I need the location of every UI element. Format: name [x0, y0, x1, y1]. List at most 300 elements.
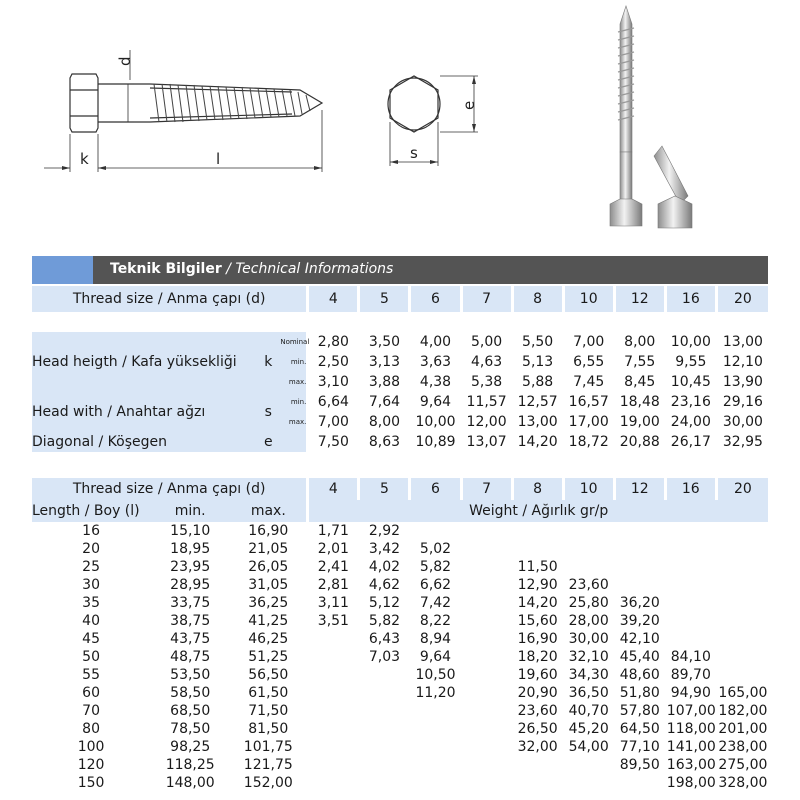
section-title-en: / Technical Informations	[221, 261, 394, 277]
value-cell: 3,13	[357, 352, 408, 372]
weight-cell: 4,62	[357, 576, 408, 594]
dim-s-label: s	[410, 144, 418, 162]
weight-cell	[562, 756, 613, 774]
weight-cell: 15,60	[511, 612, 562, 630]
value-cell: 2,80	[306, 332, 357, 352]
diagonal-symbol: e	[256, 432, 280, 452]
weight-cell	[306, 738, 357, 756]
weight-cell	[306, 756, 357, 774]
length-column-header: Length / Boy (l)	[32, 500, 150, 522]
size-header: 12	[613, 286, 664, 312]
weight-cell	[511, 756, 562, 774]
table-row	[32, 720, 768, 738]
weight-cell	[460, 612, 511, 630]
weight-cell	[306, 720, 357, 738]
value-cell: 3,50	[357, 332, 408, 352]
size-header: 20	[715, 286, 768, 312]
size-header: 4	[306, 478, 357, 500]
value-cell: 18,72	[562, 432, 613, 452]
weight-cell	[613, 774, 664, 792]
weight-cell: 238,00	[715, 738, 768, 756]
hex-head-top-view-drawing	[378, 62, 488, 177]
thread-size-label: Thread size / Anma çapı (d)	[32, 478, 306, 500]
weight-cell	[460, 576, 511, 594]
value-cell: 24,00	[664, 412, 715, 432]
weight-cell: 1,71	[306, 522, 357, 540]
weight-cell: 40,70	[562, 702, 613, 720]
value-cell: 29,16	[715, 392, 768, 412]
min-cell: 23,95	[170, 559, 211, 575]
weight-cell	[408, 702, 459, 720]
weight-cell	[357, 720, 408, 738]
weight-cell	[306, 630, 357, 648]
value-cell: 12,10	[715, 352, 768, 372]
max-cell: 81,50	[248, 721, 289, 737]
table-row	[32, 558, 768, 576]
table-row	[32, 756, 768, 774]
length-cell: 16	[82, 523, 100, 539]
table-row	[32, 612, 768, 630]
max-cell: 36,25	[248, 595, 289, 611]
weight-cell: 107,00	[664, 702, 715, 720]
weight-cell: 201,00	[715, 720, 768, 738]
weight-cell: 42,10	[613, 630, 664, 648]
weight-cell	[408, 522, 459, 540]
weight-cell: 8,94	[408, 630, 459, 648]
section-title-tr: Teknik Bilgiler	[110, 261, 222, 277]
size-header: 6	[408, 478, 459, 500]
weight-cell: 12,90	[511, 576, 562, 594]
weight-cell: 3,42	[357, 540, 408, 558]
value-cell: 9,55	[664, 352, 715, 372]
max-cell: 56,50	[248, 667, 289, 683]
table-row	[32, 540, 768, 558]
min-cell: 78,50	[170, 721, 211, 737]
weight-cell	[664, 630, 715, 648]
weight-cell	[460, 774, 511, 792]
value-cell: 20,88	[613, 432, 664, 452]
weight-cell: 26,50	[511, 720, 562, 738]
weight-cell	[460, 702, 511, 720]
value-cell: 10,89	[408, 432, 459, 452]
thread-size-label: Thread size / Anma çapı (d)	[32, 286, 306, 312]
length-cell: 70	[82, 703, 100, 719]
weight-cell: 39,20	[613, 612, 664, 630]
weight-cell	[460, 756, 511, 774]
length-cell: 150	[77, 775, 105, 791]
technical-spec-table	[32, 286, 768, 452]
weight-cell: 25,80	[562, 594, 613, 612]
diagonal-row	[32, 432, 768, 452]
row-tag: Nominal	[280, 332, 306, 352]
weight-cell	[408, 720, 459, 738]
weight-cell	[460, 738, 511, 756]
weight-cell: 48,60	[613, 666, 664, 684]
value-cell: 13,07	[460, 432, 511, 452]
length-cell: 20	[82, 541, 100, 557]
size-header: 8	[511, 478, 562, 500]
weight-cell	[408, 774, 459, 792]
weight-cell: 5,82	[408, 558, 459, 576]
weight-cell	[357, 738, 408, 756]
weight-cell: 77,10	[613, 738, 664, 756]
weight-cell: 6,43	[357, 630, 408, 648]
weight-cell: 2,41	[306, 558, 357, 576]
length-cell: 100	[77, 739, 105, 755]
min-cell: 48,75	[170, 649, 211, 665]
value-cell: 8,63	[357, 432, 408, 452]
weight-cell: 28,00	[562, 612, 613, 630]
value-cell: 26,17	[664, 432, 715, 452]
weight-cell: 45,40	[613, 648, 664, 666]
size-header: 10	[562, 478, 613, 500]
weight-cell	[460, 594, 511, 612]
max-cell: 46,25	[248, 631, 289, 647]
weight-cell: 36,50	[562, 684, 613, 702]
weight-cell: 2,01	[306, 540, 357, 558]
weight-cell: 51,80	[613, 684, 664, 702]
weight-cell	[408, 738, 459, 756]
weight-cell	[460, 684, 511, 702]
row-tag: min.	[280, 392, 306, 412]
value-cell: 5,88	[511, 372, 562, 392]
weight-cell: 10,50	[408, 666, 459, 684]
max-cell: 31,05	[248, 577, 289, 593]
weight-cell	[460, 558, 511, 576]
min-cell: 28,95	[170, 577, 211, 593]
weight-cell	[357, 702, 408, 720]
weight-cell: 165,00	[715, 684, 768, 702]
weight-cell	[715, 666, 768, 684]
max-cell: 26,05	[248, 559, 289, 575]
min-cell: 58,50	[170, 685, 211, 701]
max-cell: 21,05	[248, 541, 289, 557]
weight-cell: 163,00	[664, 756, 715, 774]
weight-cell: 20,90	[511, 684, 562, 702]
size-header: 16	[664, 478, 715, 500]
weight-cell: 8,22	[408, 612, 459, 630]
value-cell: 10,00	[408, 412, 459, 432]
weight-cell: 7,03	[357, 648, 408, 666]
value-cell: 11,57	[460, 392, 511, 412]
header-accent-block	[32, 256, 93, 284]
dim-d-label: d	[116, 56, 134, 66]
value-cell: 8,00	[357, 412, 408, 432]
length-cell: 60	[82, 685, 100, 701]
weight-cell	[408, 756, 459, 774]
head-width-symbol: s	[256, 392, 280, 432]
weight-cell	[664, 522, 715, 540]
value-cell: 4,38	[408, 372, 459, 392]
weight-cell: 23,60	[562, 576, 613, 594]
value-cell: 8,00	[613, 332, 664, 352]
size-header: 7	[460, 478, 511, 500]
min-cell: 15,10	[170, 523, 211, 539]
weight-cell: 7,42	[408, 594, 459, 612]
value-cell: 7,64	[357, 392, 408, 412]
table-row	[32, 702, 768, 720]
weight-cell	[562, 540, 613, 558]
weight-cell	[715, 630, 768, 648]
screw-side-view-drawing	[30, 40, 340, 180]
weight-cell: 6,62	[408, 576, 459, 594]
weight-cell: 14,20	[511, 594, 562, 612]
dim-l-label: l	[216, 150, 221, 168]
size-header: 5	[357, 478, 408, 500]
weight-cell: 54,00	[562, 738, 613, 756]
value-cell: 16,57	[562, 392, 613, 412]
weight-cell: 5,02	[408, 540, 459, 558]
value-cell: 7,00	[306, 412, 357, 432]
min-cell: 53,50	[170, 667, 211, 683]
value-cell: 7,50	[306, 432, 357, 452]
weight-cell: 89,70	[664, 666, 715, 684]
weight-cell	[613, 522, 664, 540]
length-cell: 30	[82, 577, 100, 593]
weight-cell: 45,20	[562, 720, 613, 738]
max-cell: 152,00	[243, 775, 293, 791]
max-cell: 41,25	[248, 613, 289, 629]
table-row	[32, 594, 768, 612]
weight-cell	[460, 540, 511, 558]
value-cell: 5,38	[460, 372, 511, 392]
size-header: 20	[715, 478, 768, 500]
weight-cell	[562, 558, 613, 576]
max-cell: 16,90	[248, 523, 289, 539]
weight-cell: 30,00	[562, 630, 613, 648]
table-row	[32, 684, 768, 702]
head-height-symbol: k	[256, 332, 280, 392]
value-cell: 23,16	[664, 392, 715, 412]
weight-caption: Weight / Ağırlık gr/p	[306, 500, 768, 522]
weight-cell: 198,00	[664, 774, 715, 792]
head-height-row-nominal	[32, 332, 768, 352]
weight-cell	[715, 594, 768, 612]
weight-cell	[357, 666, 408, 684]
weight-cell: 16,90	[511, 630, 562, 648]
value-cell: 13,90	[715, 372, 768, 392]
max-cell: 71,50	[248, 703, 289, 719]
head-width-label: Head with / Anahtar ağzı	[32, 392, 256, 432]
value-cell: 12,57	[511, 392, 562, 412]
table-row	[32, 666, 768, 684]
weight-cell	[715, 522, 768, 540]
size-header: 8	[511, 286, 562, 312]
length-cell: 50	[82, 649, 100, 665]
weight-cell: 84,10	[664, 648, 715, 666]
weight-cell	[715, 558, 768, 576]
weight-cell: 32,10	[562, 648, 613, 666]
weight-cell	[511, 774, 562, 792]
row-tag: min.	[280, 352, 306, 372]
thread-size-header-row	[32, 286, 768, 312]
min-cell: 43,75	[170, 631, 211, 647]
length-cell: 25	[82, 559, 100, 575]
value-cell: 13,00	[715, 332, 768, 352]
weight-cell	[715, 576, 768, 594]
value-cell: 8,45	[613, 372, 664, 392]
value-cell: 13,00	[511, 412, 562, 432]
weight-cell	[664, 540, 715, 558]
dim-k-label: k	[80, 150, 89, 168]
head-height-label: Head heigth / Kafa yüksekliği	[32, 332, 256, 392]
value-cell: 17,00	[562, 412, 613, 432]
value-cell: 5,13	[511, 352, 562, 372]
table-row	[32, 774, 768, 792]
weight-cell	[715, 648, 768, 666]
screw-product-photo	[596, 4, 716, 234]
weight-cell: 4,02	[357, 558, 408, 576]
weight-cell: 36,20	[613, 594, 664, 612]
size-header: 10	[562, 286, 613, 312]
weight-cell	[664, 594, 715, 612]
weight-cell: 19,60	[511, 666, 562, 684]
weight-cell	[715, 612, 768, 630]
value-cell: 7,00	[562, 332, 613, 352]
weight-cell: 275,00	[715, 756, 768, 774]
max-cell: 101,75	[243, 739, 293, 755]
weight-cell	[306, 648, 357, 666]
min-cell: 118,25	[165, 757, 215, 773]
value-cell: 4,63	[460, 352, 511, 372]
min-cell: 18,95	[170, 541, 211, 557]
table-row	[32, 522, 768, 540]
length-cell: 80	[82, 721, 100, 737]
section-header-bar	[32, 256, 768, 284]
value-cell: 6,64	[306, 392, 357, 412]
weight-cell	[664, 612, 715, 630]
weight-cell: 2,81	[306, 576, 357, 594]
size-header: 4	[306, 286, 357, 312]
value-cell: 10,00	[664, 332, 715, 352]
diagonal-label: Diagonal / Köşegen	[32, 432, 256, 452]
weight-cell: 89,50	[613, 756, 664, 774]
weight-cell	[715, 540, 768, 558]
weight-rows	[32, 522, 768, 792]
value-cell: 3,88	[357, 372, 408, 392]
weight-cell: 5,82	[357, 612, 408, 630]
dim-e-label: e	[460, 100, 478, 110]
min-column-header: min.	[150, 500, 230, 522]
table-row	[32, 738, 768, 756]
value-cell: 7,55	[613, 352, 664, 372]
length-cell: 35	[82, 595, 100, 611]
weight-cell	[460, 720, 511, 738]
value-cell: 14,20	[511, 432, 562, 452]
size-header: 6	[408, 286, 459, 312]
weight-cell	[460, 630, 511, 648]
min-cell: 98,25	[170, 739, 211, 755]
weight-cell	[562, 774, 613, 792]
weight-thread-size-header-row	[32, 478, 768, 500]
weight-cell: 94,90	[664, 684, 715, 702]
row-tag: max.	[280, 412, 306, 432]
min-cell: 148,00	[165, 775, 215, 791]
value-cell: 2,50	[306, 352, 357, 372]
weight-cell	[357, 684, 408, 702]
weight-cell: 32,00	[511, 738, 562, 756]
min-cell: 68,50	[170, 703, 211, 719]
weight-cell: 11,20	[408, 684, 459, 702]
weight-cell: 18,20	[511, 648, 562, 666]
value-cell: 4,00	[408, 332, 459, 352]
weight-cell: 5,12	[357, 594, 408, 612]
weight-cell	[460, 666, 511, 684]
length-cell: 45	[82, 631, 100, 647]
weight-cell	[664, 558, 715, 576]
weight-cell: 118,00	[664, 720, 715, 738]
weight-cell: 3,11	[306, 594, 357, 612]
value-cell: 7,45	[562, 372, 613, 392]
weight-cell: 141,00	[664, 738, 715, 756]
weight-cell	[613, 558, 664, 576]
weight-cell	[306, 774, 357, 792]
weight-cell	[357, 756, 408, 774]
value-cell: 9,64	[408, 392, 459, 412]
section-title	[110, 261, 393, 277]
length-cell: 40	[82, 613, 100, 629]
min-cell: 38,75	[170, 613, 211, 629]
size-header: 7	[460, 286, 511, 312]
weight-cell: 34,30	[562, 666, 613, 684]
weight-cell	[460, 522, 511, 540]
weight-cell: 328,00	[715, 774, 768, 792]
value-cell: 19,00	[613, 412, 664, 432]
weight-cell: 57,80	[613, 702, 664, 720]
weight-cell: 23,60	[511, 702, 562, 720]
value-cell: 3,10	[306, 372, 357, 392]
row-tag: max.	[280, 372, 306, 392]
weight-column-header-row	[32, 500, 768, 522]
size-header: 5	[357, 286, 408, 312]
value-cell: 3,63	[408, 352, 459, 372]
weight-cell	[511, 540, 562, 558]
max-cell: 121,75	[243, 757, 293, 773]
value-cell: 12,00	[460, 412, 511, 432]
weight-cell	[613, 576, 664, 594]
weight-cell	[306, 684, 357, 702]
weight-cell: 3,51	[306, 612, 357, 630]
value-cell: 6,55	[562, 352, 613, 372]
weight-cell	[613, 540, 664, 558]
value-cell: 32,95	[715, 432, 768, 452]
max-cell: 61,50	[248, 685, 289, 701]
weight-table	[32, 478, 768, 792]
value-cell: 10,45	[664, 372, 715, 392]
weight-cell	[460, 648, 511, 666]
head-width-row-min	[32, 392, 768, 412]
size-header: 12	[613, 478, 664, 500]
length-cell: 55	[82, 667, 100, 683]
weight-cell: 11,50	[511, 558, 562, 576]
weight-cell	[306, 666, 357, 684]
weight-cell: 182,00	[715, 702, 768, 720]
value-cell: 5,00	[460, 332, 511, 352]
weight-cell: 2,92	[357, 522, 408, 540]
weight-cell	[357, 774, 408, 792]
weight-cell	[511, 522, 562, 540]
min-cell: 33,75	[170, 595, 211, 611]
table-row	[32, 576, 768, 594]
length-cell: 120	[77, 757, 105, 773]
max-column-header: max.	[230, 500, 306, 522]
value-cell: 5,50	[511, 332, 562, 352]
value-cell: 18,48	[613, 392, 664, 412]
weight-cell	[562, 522, 613, 540]
max-cell: 51,25	[248, 649, 289, 665]
weight-cell	[664, 576, 715, 594]
table-row	[32, 648, 768, 666]
